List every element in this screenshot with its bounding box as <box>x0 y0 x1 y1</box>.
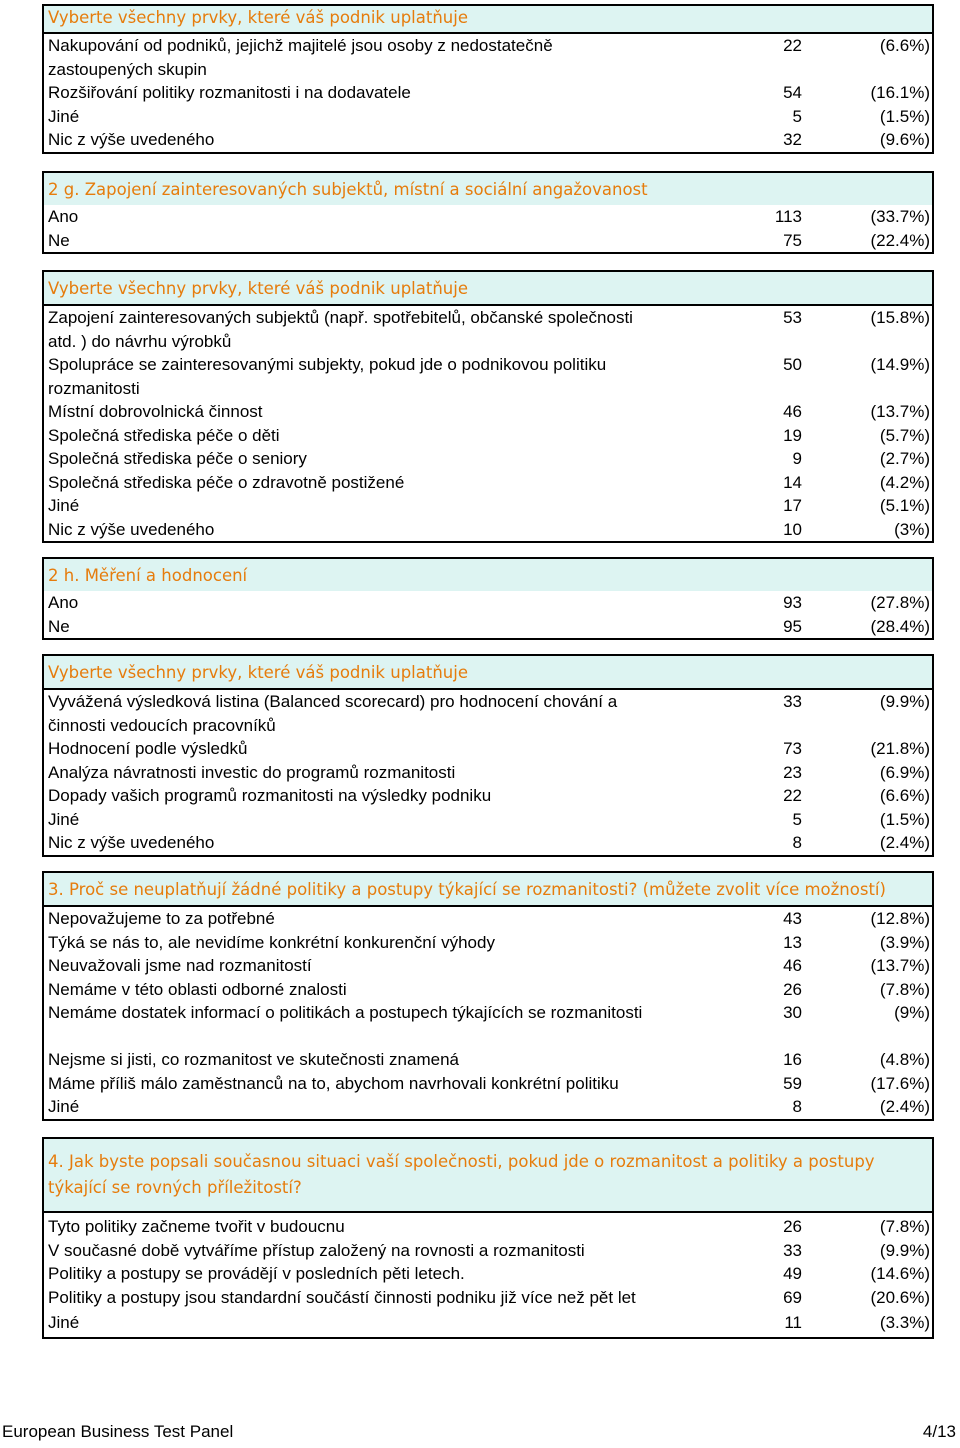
row-count: 11 <box>784 1313 802 1332</box>
row-percent: (4.8%) <box>879 1050 930 1069</box>
page-number: 4/13 <box>922 1422 956 1441</box>
row-percent: (4.2%) <box>879 472 930 492</box>
row-count: 5 <box>792 809 802 829</box>
section-header: 2 g. Zapojení zainteresovaných subjektů, místní a sociální angažovanost <box>44 173 932 205</box>
row-percent: (9%) <box>894 1003 930 1022</box>
row-label: Místní dobrovolnická činnost <box>48 402 263 421</box>
footer-title: European Business Test Panel <box>2 1422 234 1441</box>
row-count: 8 <box>792 1097 802 1116</box>
row-label: Nic z výše uvedeného <box>48 519 215 539</box>
section-header <box>42 1137 934 1211</box>
table-row <box>44 591 932 615</box>
row-percent: (1.5%) <box>879 809 930 829</box>
table-row <box>44 1215 932 1239</box>
row-percent: (9.9%) <box>879 692 930 711</box>
row-percent: (1.5%) <box>879 106 930 126</box>
row-percent: (2.4%) <box>879 833 930 852</box>
row-percent: (5.1%) <box>879 496 930 515</box>
row-percent: (28.4%) <box>870 616 930 636</box>
table-row <box>44 424 932 448</box>
row-percent: (6.9%) <box>879 762 930 782</box>
row-label: Neuvažovali jsme nad rozmanitostí <box>48 956 312 975</box>
row-label: Jiné <box>48 1313 80 1332</box>
section-header-line2: týkající se rovných příležitostí? <box>48 1178 302 1197</box>
row-label-cont: atd. ) do návrhu výrobků <box>48 331 232 351</box>
section-header-line1: 4. Jak byste popsali současnou situaci vaší společnosti, pokud jde o rozmanitost a politiky a postupy <box>48 1152 875 1171</box>
row-count: 33 <box>783 1240 802 1260</box>
row-label: Ano <box>48 593 79 612</box>
row-percent: (15.8%) <box>870 308 930 327</box>
row-percent: (9.9%) <box>879 1240 930 1260</box>
row-label: Spolupráce se zainteresovanými subjekty, pokud jde o podnikovou politiku <box>48 355 607 374</box>
table-row <box>44 761 932 785</box>
row-count: 93 <box>783 593 802 612</box>
table-row <box>44 907 932 931</box>
table-row <box>44 494 932 518</box>
answer-list <box>42 32 934 154</box>
section-3 <box>42 270 934 543</box>
table-row <box>44 954 932 978</box>
table-row <box>44 978 932 1002</box>
row-percent: (9.6%) <box>879 130 930 149</box>
table-row <box>44 808 932 832</box>
row-count: 32 <box>783 130 802 149</box>
row-percent: (14.6%) <box>870 1264 930 1283</box>
row-label: Společná střediska péče o seniory <box>48 449 307 468</box>
row-percent: (3.9%) <box>879 932 930 952</box>
row-count: 46 <box>783 402 802 421</box>
row-count: 22 <box>783 786 802 805</box>
table-row <box>44 447 932 471</box>
page-footer <box>0 1422 960 1442</box>
section-header: Vyberte všechny prvky, které váš podnik uplatňuje <box>42 654 934 688</box>
table-row <box>44 1262 932 1286</box>
section-header: 3. Proč se neuplatňují žádné politiky a postupy týkající se rozmanitosti? (můžete zvolit více možností) <box>42 871 934 905</box>
answer-list <box>42 905 934 1121</box>
row-count: 30 <box>783 1003 802 1022</box>
row-count: 113 <box>774 207 802 226</box>
row-count: 69 <box>783 1287 802 1307</box>
row-count: 17 <box>783 496 802 515</box>
table-row <box>44 1309 932 1337</box>
table-row <box>44 1095 932 1119</box>
row-label: Dopady vašich programů rozmanitosti na výsledky podniku <box>48 786 492 805</box>
row-count: 53 <box>783 308 802 327</box>
row-label: Společná střediska péče o děti <box>48 425 280 445</box>
row-label-cont: činnosti vedoucích pracovníků <box>48 715 276 735</box>
row-percent: (22.4%) <box>870 230 930 250</box>
section-1 <box>42 4 934 154</box>
row-label: Jiné <box>48 1097 80 1116</box>
row-percent: (21.8%) <box>870 739 930 758</box>
row-label: Jiné <box>48 106 80 126</box>
row-label: Ano <box>48 207 79 226</box>
row-count: 19 <box>783 425 802 445</box>
section-6 <box>42 871 934 1121</box>
table-row <box>44 105 932 129</box>
row-label: Nepovažujeme to za potřebné <box>48 909 275 928</box>
table-row <box>44 471 932 495</box>
row-label-cont: rozmanitosti <box>48 378 140 398</box>
table-row <box>44 1048 932 1072</box>
table-row <box>44 615 932 639</box>
table-row <box>44 81 932 105</box>
row-label: V současné době vytváříme přístup založený na rovnosti a rozmanitosti <box>48 1240 585 1260</box>
row-label: Jiné <box>48 809 80 829</box>
row-percent: (3.3%) <box>879 1313 930 1332</box>
row-count: 5 <box>792 106 802 126</box>
section-2 <box>42 171 934 254</box>
table-row <box>44 1001 932 1048</box>
row-percent: (2.7%) <box>879 449 930 468</box>
row-label: Nejsme si jisti, co rozmanitost ve skutečnosti znamená <box>48 1050 459 1069</box>
table-row <box>44 400 932 424</box>
row-count: 73 <box>783 739 802 758</box>
row-percent: (6.6%) <box>879 786 930 805</box>
row-count: 13 <box>783 932 802 952</box>
row-label: Nemáme dostatek informací o politikách a postupech týkajících se rozmanitosti <box>48 1003 643 1022</box>
table-row <box>44 784 932 808</box>
row-label: Vyvážená výsledková listina (Balanced scorecard) pro hodnocení chování a <box>48 692 618 711</box>
table-row <box>44 831 932 855</box>
section-5 <box>42 654 934 857</box>
row-count: 26 <box>783 1217 802 1236</box>
table-row <box>44 1286 932 1310</box>
row-percent: (7.8%) <box>879 1217 930 1236</box>
row-percent: (14.9%) <box>870 355 930 374</box>
row-label-cont: zastoupených skupin <box>48 59 207 79</box>
row-count: 22 <box>783 36 802 55</box>
row-percent: (3%) <box>894 519 930 539</box>
row-label: Společná střediska péče o zdravotně postižené <box>48 472 405 492</box>
row-percent: (7.8%) <box>879 979 930 999</box>
row-count: 26 <box>783 979 802 999</box>
section-4 <box>42 557 934 640</box>
row-count: 54 <box>783 83 802 102</box>
row-count: 95 <box>783 616 802 636</box>
question-box <box>42 557 934 640</box>
table-row <box>44 353 932 400</box>
table-row <box>44 128 932 152</box>
row-label: Tyto politiky začneme tvořit v budoucnu <box>48 1217 345 1236</box>
row-count: 9 <box>792 449 802 468</box>
row-label: Nic z výše uvedeného <box>48 833 215 852</box>
table-row <box>44 1072 932 1096</box>
row-count: 49 <box>783 1264 802 1283</box>
row-percent: (17.6%) <box>870 1073 930 1093</box>
row-label: Jiné <box>48 496 80 515</box>
row-label: Nemáme v této oblasti odborné znalosti <box>48 979 347 999</box>
section-header: Vyberte všechny prvky, které váš podnik uplatňuje <box>42 270 934 304</box>
row-count: 50 <box>783 355 802 374</box>
row-count: 8 <box>792 833 802 852</box>
row-percent: (33.7%) <box>870 207 930 226</box>
table-row <box>44 931 932 955</box>
table-row <box>44 690 932 737</box>
answer-list <box>42 304 934 543</box>
row-count: 59 <box>783 1073 802 1093</box>
row-label: Zapojení zainteresovaných subjektů (např. spotřebitelů, občanské společnosti <box>48 308 633 327</box>
row-label: Máme příliš málo zaměstnanců na to, abychom navrhovali konkrétní politiku <box>48 1073 619 1093</box>
table-row <box>44 737 932 761</box>
row-label: Rozšiřování politiky rozmanitosti i na dodavatele <box>48 83 411 102</box>
table-row <box>44 306 932 353</box>
row-label: Ne <box>48 230 70 250</box>
row-count: 23 <box>783 762 802 782</box>
row-label: Nic z výše uvedeného <box>48 130 215 149</box>
row-label: Politiky a postupy se provádějí v posledních pěti letech. <box>48 1264 465 1283</box>
row-label: Ne <box>48 616 70 636</box>
table-row <box>44 205 932 229</box>
answer-list <box>42 1211 934 1339</box>
table-row <box>44 518 932 542</box>
table-row <box>44 34 932 81</box>
table-row <box>44 1239 932 1263</box>
row-percent: (27.8%) <box>870 593 930 612</box>
section-header: Vyberte všechny prvky, které váš podnik uplatňuje <box>42 4 934 32</box>
row-label: Politiky a postupy jsou standardní součástí činnosti podniku již více než pět let <box>48 1287 636 1307</box>
row-count: 46 <box>783 956 802 975</box>
row-percent: (20.6%) <box>870 1287 930 1307</box>
row-percent: (2.4%) <box>879 1097 930 1116</box>
section-7 <box>42 1137 934 1339</box>
row-label: Analýza návratnosti investic do programů rozmanitosti <box>48 762 456 782</box>
row-label: Nakupování od podniků, jejichž majitelé jsou osoby z nedostatečně <box>48 36 553 55</box>
row-count: 16 <box>783 1050 802 1069</box>
row-percent: (13.7%) <box>870 956 930 975</box>
row-percent: (12.8%) <box>870 909 930 928</box>
row-percent: (5.7%) <box>879 425 930 445</box>
row-label: Týká se nás to, ale nevidíme konkrétní konkurenční výhody <box>48 932 495 952</box>
row-count: 33 <box>783 692 802 711</box>
row-percent: (16.1%) <box>870 83 930 102</box>
row-label: Hodnocení podle výsledků <box>48 739 248 758</box>
row-count: 75 <box>783 230 802 250</box>
answer-list <box>42 688 934 857</box>
row-count: 10 <box>783 519 802 539</box>
row-percent: (6.6%) <box>879 36 930 55</box>
row-count: 14 <box>783 472 802 492</box>
section-header: 2 h. Měření a hodnocení <box>44 559 932 591</box>
row-percent: (13.7%) <box>870 402 930 421</box>
row-count: 43 <box>783 909 802 928</box>
table-row <box>44 229 932 253</box>
question-box <box>42 171 934 254</box>
